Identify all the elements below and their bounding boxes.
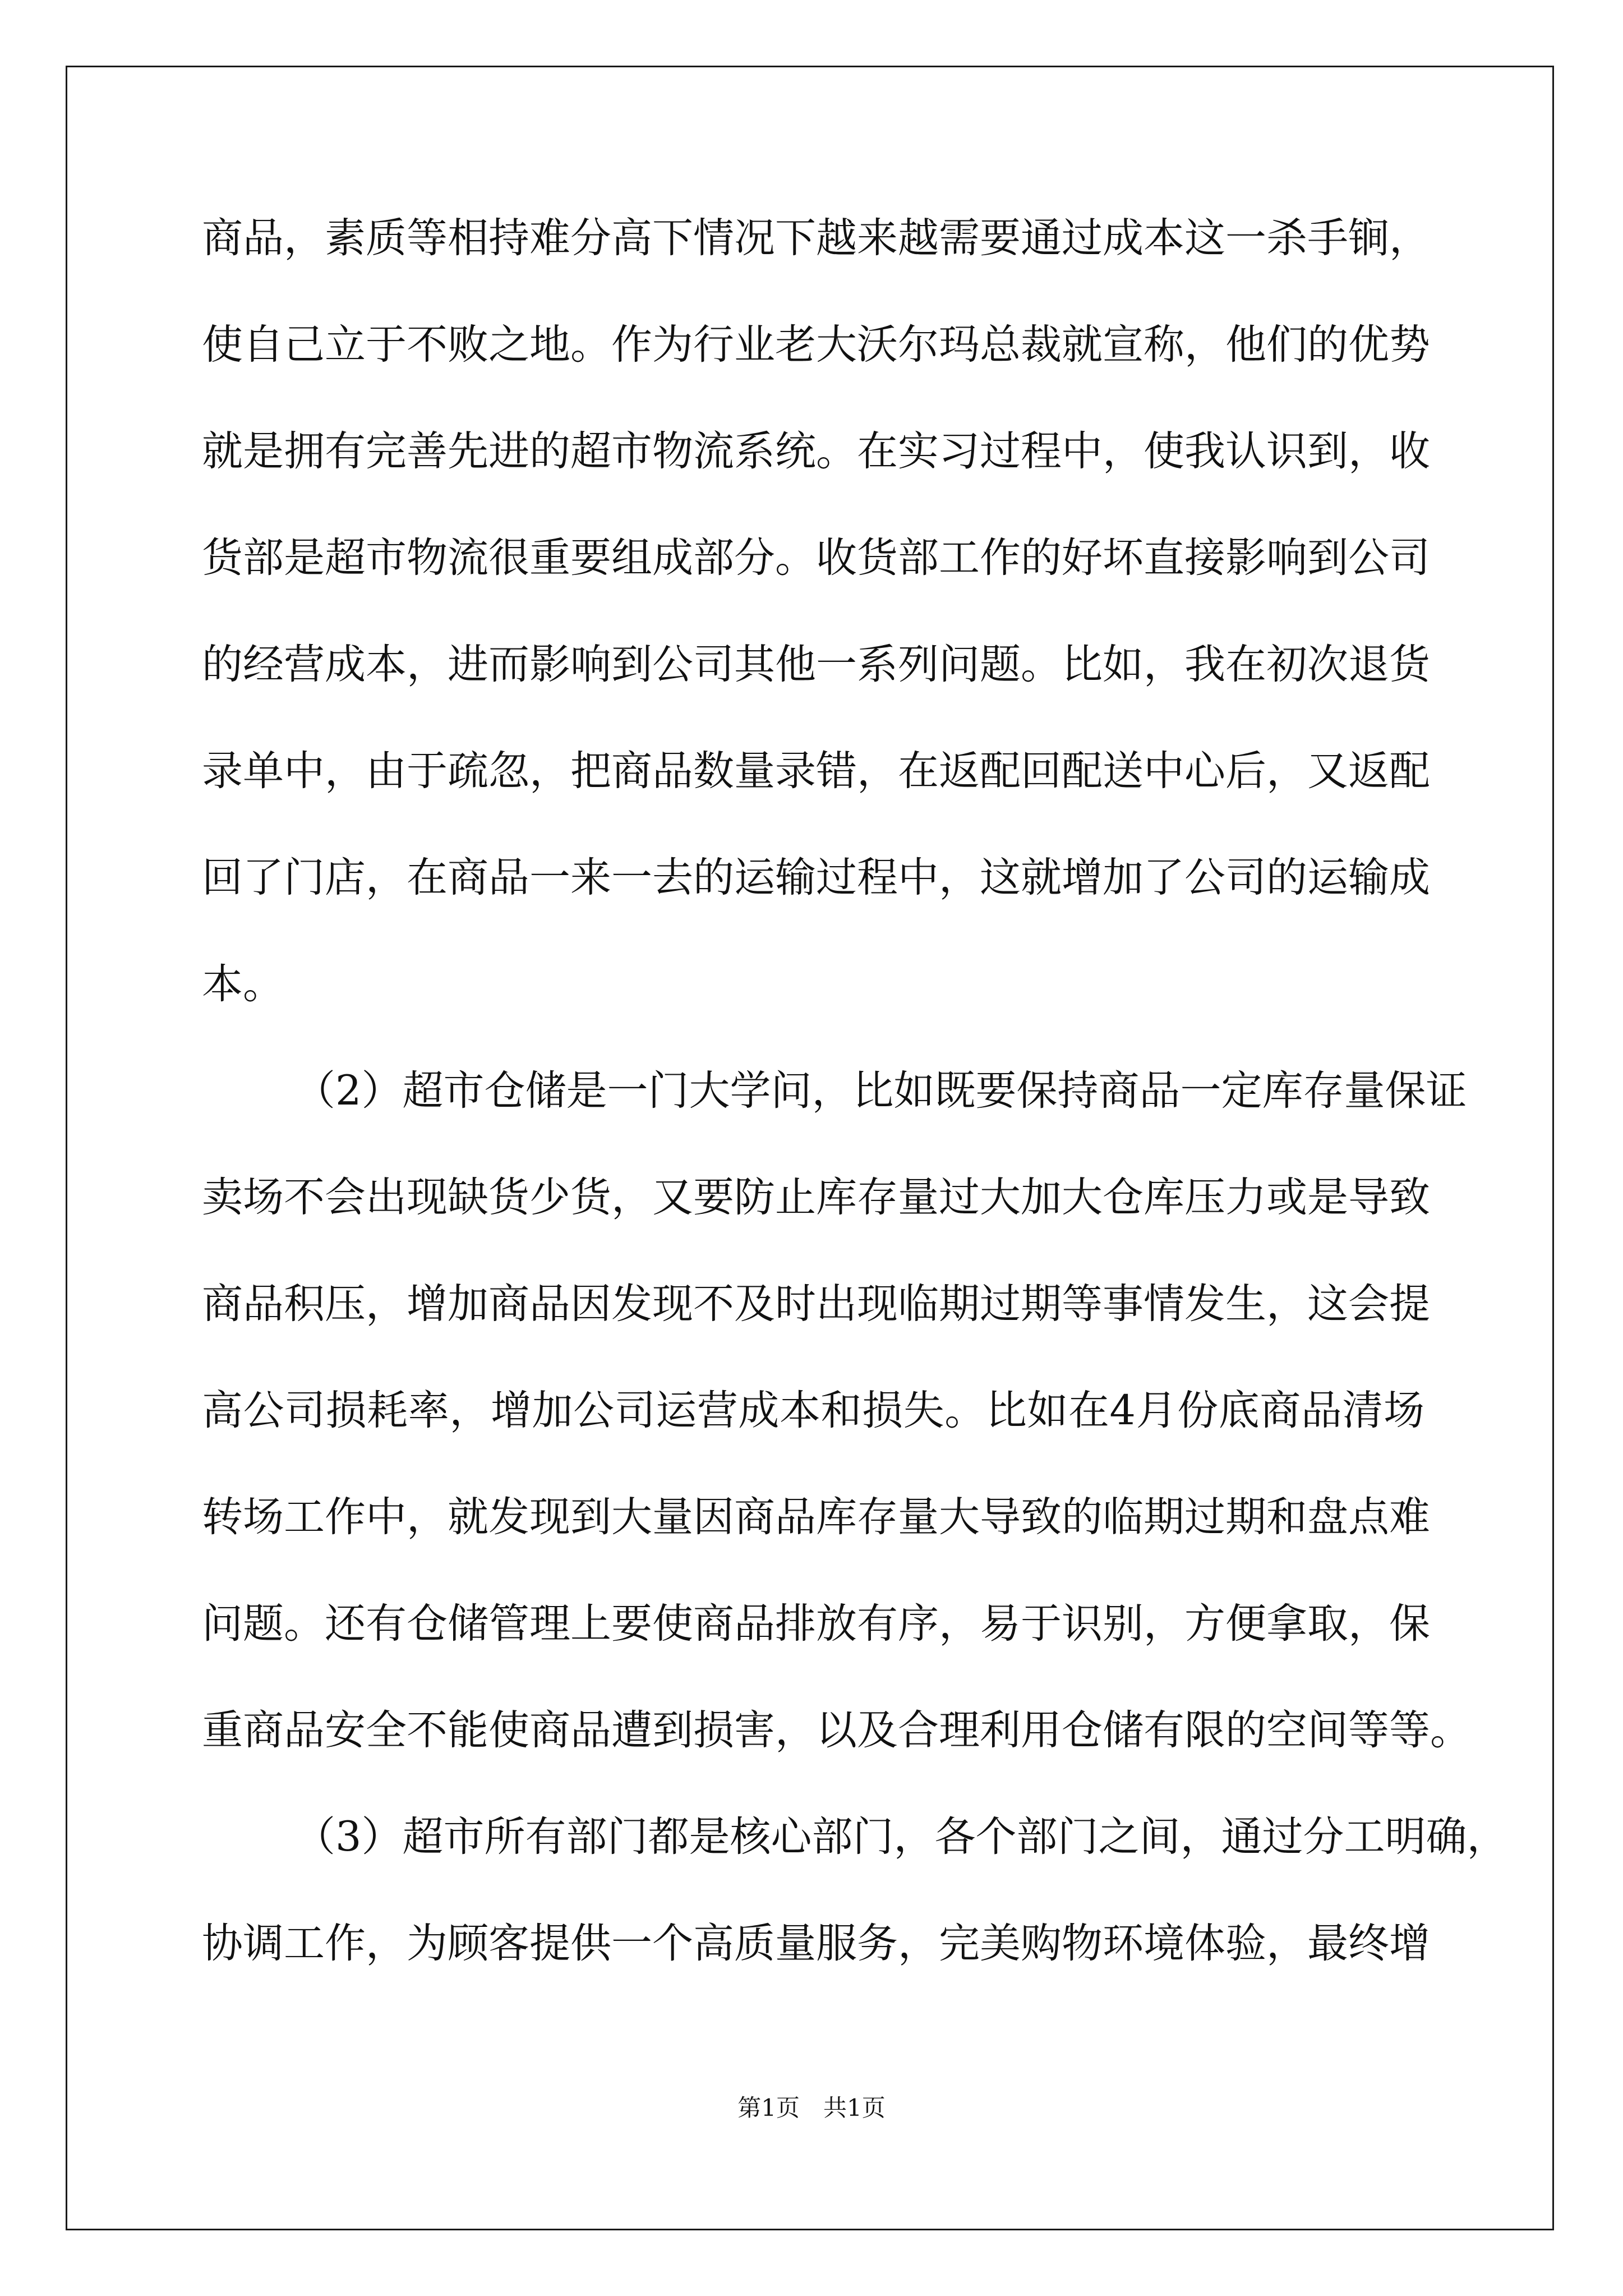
text-line: 回了门店，在商品一来一去的运输过程中，这就增加了公司的运输成 bbox=[202, 854, 1430, 901]
text-line: 使自己立于不败之地。作为行业老大沃尔玛总裁就宣称，他们的优势 bbox=[202, 321, 1430, 369]
text-line: 就是拥有完善先进的超市物流系统。在实习过程中，使我认识到，收 bbox=[202, 427, 1430, 475]
text-line: 本。 bbox=[202, 960, 284, 1008]
text-line: 高公司损耗率，增加公司运营成本和损失。比如在4月份底商品清场 bbox=[202, 1387, 1424, 1434]
paragraph-start-line: （2）超市仓储是一门大学问，比如既要保持商品一定库存量保证 bbox=[294, 1067, 1467, 1115]
text-line: 问题。还有仓储管理上要使商品排放有序，易于识别，方便拿取，保 bbox=[202, 1600, 1430, 1648]
text-line: 商品积压，增加商品因发现不及时出现临期过期等事情发生，这会提 bbox=[202, 1280, 1430, 1328]
text-line: 货部是超市物流很重要组成部分。收货部工作的好坏直接影响到公司 bbox=[202, 534, 1430, 582]
text-line: 录单中，由于疏忽，把商品数量录错，在返配回配送中心后，又返配 bbox=[202, 747, 1430, 795]
page-number-footer: 第1页 共1页 bbox=[737, 2094, 886, 2122]
text-line: 商品，素质等相持难分高下情况下越来越需要通过成本这一杀手锏， bbox=[202, 214, 1430, 262]
text-line: 重商品安全不能使商品遭到损害，以及合理利用仓储有限的空间等等。 bbox=[202, 1706, 1471, 1754]
text-line: 协调工作，为顾客提供一个高质量服务，完美购物环境体验，最终增 bbox=[202, 1920, 1430, 1967]
text-line: 的经营成本，进而影响到公司其他一系列问题。比如，我在初次退货 bbox=[202, 641, 1430, 688]
paragraph-start-line: （3）超市所有部门都是核心部门，各个部门之间，通过分工明确， bbox=[294, 1813, 1508, 1861]
text-line: 卖场不会出现缺货少货，又要防止库存量过大加大仓库压力或是导致 bbox=[202, 1174, 1430, 1221]
text-line: 转场工作中，就发现到大量因商品库存量大导致的临期过期和盘点难 bbox=[202, 1493, 1430, 1541]
